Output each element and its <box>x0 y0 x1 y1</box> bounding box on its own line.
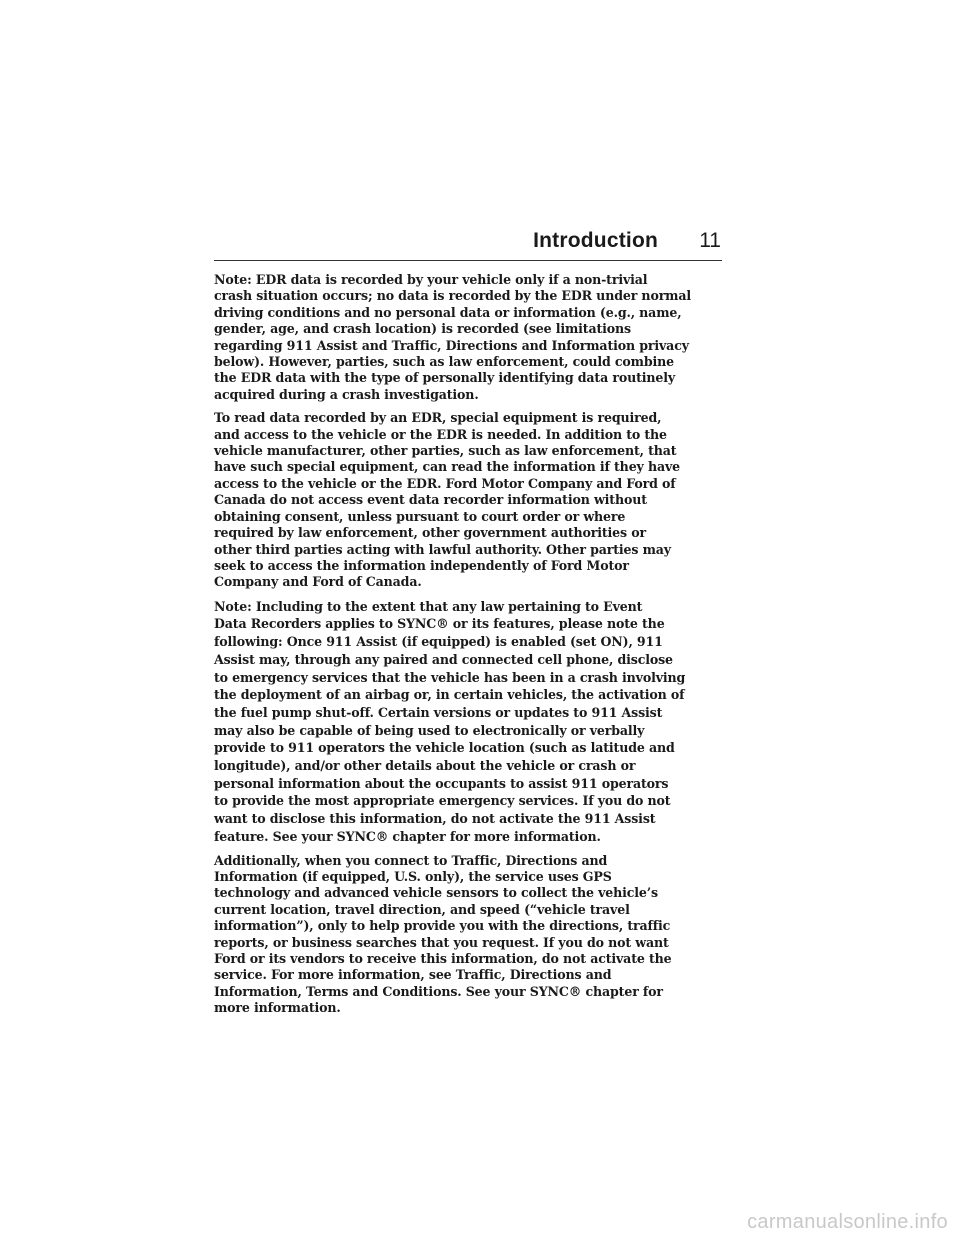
paragraph-reading-edr-data: To read data recorded by an EDR, special equipment is required, and access to the vehicle or the EDR is needed. In addition to the vehicle manufacturer, other parties, such as law enforcement, that have such special equipment, can read the information if they have access to the vehicle or the EDR. Ford Motor Company and Ford of Canada do not access event data recorder information without obtaining consent, unless pursuant to court order or where required by law enforcement, other government authorities or other third parties acting with lawful authority. Other parties may seek to access the information independently of Ford Motor Company and Ford of Canada. <box>214 410 681 590</box>
page-header <box>214 226 722 261</box>
paragraph-sync-911-assist-note: Note: Including to the extent that any law pertaining to Event Data Recorders applies to SYNC® or its features, please note the following: Once 911 Assist (if equipped) is enabled (set ON), 911 Assist may, through any paired and connected cell phone, disclose to emergency services that the vehicle has been in a crash involving the deployment of an airbag or, in certain vehicles, the activation of the fuel pump shut-off. Certain versions or updates to 911 Assist may also be capable of being used to electronically or verbally provide to 911 operators the vehicle location (such as latitude and longitude), and/or other details about the vehicle or crash or personal information about the occupants to assist 911 operators to provide the most appropriate emergency services. If you do not want to disclose this information, do not activate the 911 Assist feature. See your SYNC® chapter for more information. <box>214 598 686 844</box>
paragraph-traffic-directions-information: Additionally, when you connect to Traffic, Directions and Information (if equipped, U.S. only), the service uses GPS technology and advanced vehicle sensors to collect the vehicle’s current location, travel direction, and speed (“vehicle travel information”), only to help provide you with the directions, traffic reports, or business searches that you request. If you do not want Ford or its vendors to receive this information, do not activate the service. For more information, see Traffic, Directions and Information, Terms and Conditions. See your SYNC® chapter for more information. <box>214 852 672 1016</box>
page-number: 11 <box>699 229 721 252</box>
section-title: Introduction <box>533 229 658 252</box>
watermark: carmanualsonline.info <box>747 1211 948 1233</box>
paragraph-edr-note: Note: EDR data is recorded by your vehicle only if a non-trivial crash situation occurs; no data is recorded by the EDR under normal driving conditions and no personal data or information (e.g., name, gender, age, and crash location) is recorded (see limitations regarding 911 Assist and Traffic, Directions and Information privacy below). However, parties, such as law enforcement, could combine the EDR data with the type of personally identifying data routinely acquired during a crash investigation. <box>214 272 691 402</box>
body-text <box>214 272 722 1024</box>
